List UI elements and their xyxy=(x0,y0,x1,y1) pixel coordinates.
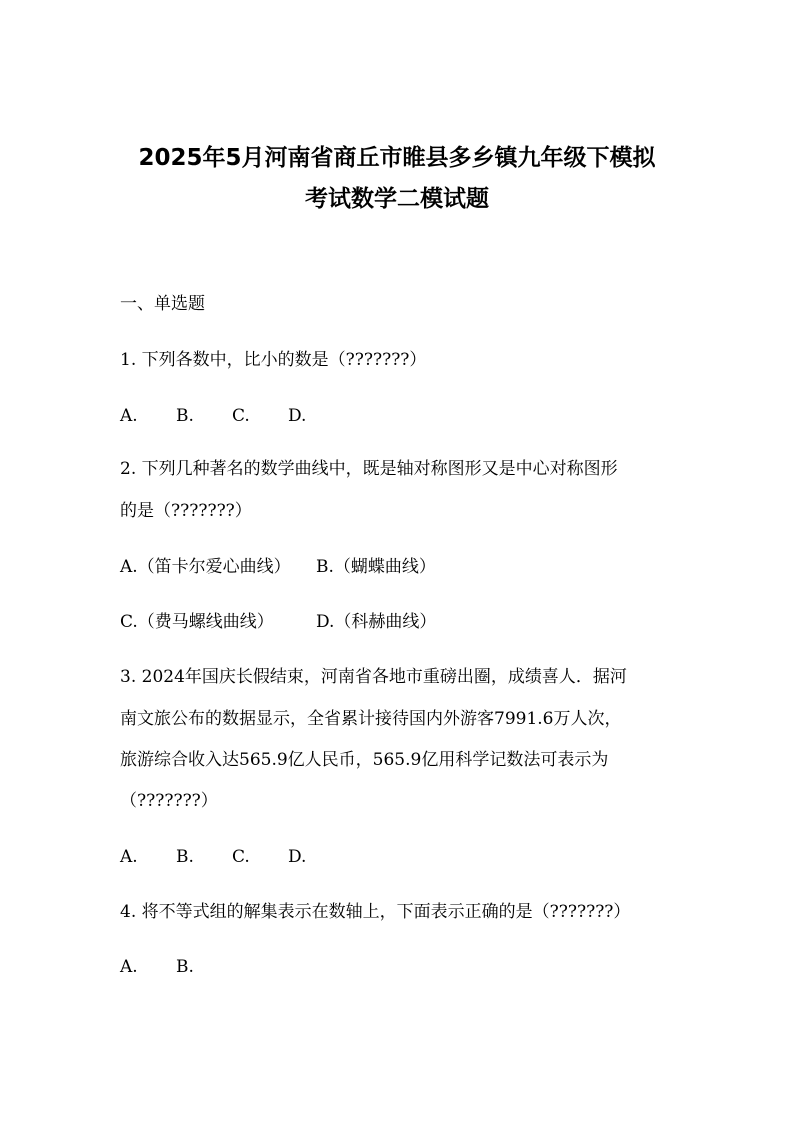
question-3-text-line-1: 3. 2024年国庆长假结束，河南省各地市重磅出圈，成绩喜人．据河 xyxy=(120,667,627,687)
question-2-option-b: B.（蝴蝶曲线） xyxy=(316,557,436,577)
question-2-option-a: A.（笛卡尔爱心曲线） xyxy=(120,557,291,577)
question-1-text: 1. 下列各数中，比小的数是（???????） xyxy=(120,350,427,370)
question-1-option-a: A. xyxy=(120,406,138,426)
question-1-option-d: D. xyxy=(288,406,307,426)
question-1-option-c: C. xyxy=(232,406,250,426)
question-4-option-b: B. xyxy=(176,957,194,977)
question-1-option-b: B. xyxy=(176,406,194,426)
question-3-option-c: C. xyxy=(232,847,250,867)
question-3-option-d: D. xyxy=(288,847,307,867)
document-title-line-1: 2025年5月河南省商丘市睢县多乡镇九年级下模拟 xyxy=(138,145,656,171)
question-2-option-c: C.（费马螺线曲线） xyxy=(120,612,274,632)
question-3-text-line-4: （???????） xyxy=(120,791,218,811)
question-3-option-b: B. xyxy=(176,847,194,867)
document-title-line-2: 考试数学二模试题 xyxy=(305,186,489,212)
question-3-option-a: A. xyxy=(120,847,138,867)
question-4-option-a: A. xyxy=(120,957,138,977)
question-4-text: 4. 将不等式组的解集表示在数轴上，下面表示正确的是（???????） xyxy=(120,902,631,922)
question-3-text-line-3: 旅游综合收入达565.9亿人民币，565.9亿用科学记数法可表示为 xyxy=(120,750,609,770)
question-3-text-line-2: 南文旅公布的数据显示，全省累计接待国内外游客7991.6万人次， xyxy=(120,709,622,729)
question-2-option-d: D.（科赫曲线） xyxy=(316,612,437,632)
question-2-text-line-1: 2. 下列几种著名的数学曲线中，既是轴对称图形又是中心对称图形 xyxy=(120,459,618,479)
question-2-text-line-2: 的是（???????） xyxy=(120,501,252,521)
section-heading: 一、单选题 xyxy=(120,294,205,314)
